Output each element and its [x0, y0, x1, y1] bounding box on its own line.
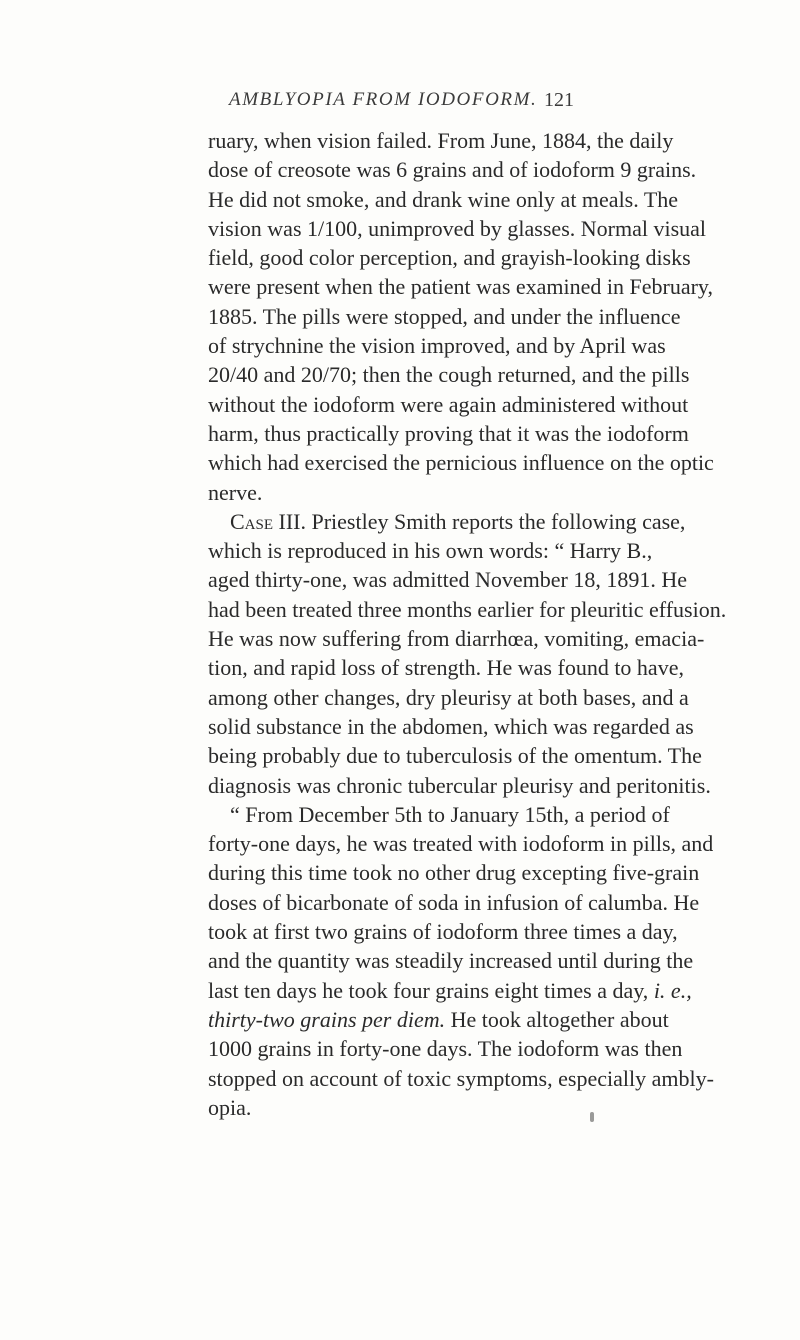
- page-number: 121: [544, 89, 574, 111]
- text-line: [208, 1005, 669, 1034]
- page-header: [0, 89, 800, 119]
- running-head: AMBLYOPIA FROM IODOFORM.: [229, 89, 538, 110]
- text-fragment: III. Priestley Smith reports the following case,: [273, 508, 686, 534]
- text-line: among other changes, dry pleurisy at both bases, and a: [208, 684, 689, 710]
- text-line: opia.: [208, 1094, 252, 1120]
- text-line: He was now suffering from diarrhœa, vomiting, emacia-: [208, 626, 705, 652]
- text-line: harm, thus practically proving that it was the iodoform: [208, 420, 689, 446]
- text-line: which is reproduced in his own words: “ Harry B.,: [208, 538, 653, 564]
- text-line: 1885. The pills were stopped, and under the influence: [208, 303, 681, 329]
- text-line: without the iodoform were again administered without: [208, 391, 689, 417]
- text-line: 1000 grains in forty-one days. The iodoform was then: [208, 1036, 683, 1062]
- text-line: He did not smoke, and drank wine only at meals. The: [208, 186, 679, 212]
- body-text: [208, 126, 727, 1122]
- text-line: doses of bicarbonate of soda in infusion of calumba. He: [208, 889, 700, 915]
- text-line: forty-one days, he was treated with iodoform in pills, and: [208, 831, 714, 857]
- case-heading-line: [208, 507, 686, 536]
- scan-speck: [590, 1112, 594, 1122]
- text-fragment: last ten days he took four grains eight times a day,: [208, 977, 654, 1003]
- text-line: ruary, when vision failed. From June, 1884, the daily: [208, 128, 674, 153]
- text-line: took at first two grains of iodoform three times a day,: [208, 919, 678, 945]
- text-line: vision was 1/100, unimproved by glasses. Normal visual: [208, 215, 707, 241]
- italic-abbreviation: i. e.,: [653, 977, 692, 1003]
- italic-phrase: thirty-two grains per diem.: [208, 1006, 446, 1032]
- text-line: during this time took no other drug excepting five-grain: [208, 860, 700, 886]
- text-line: field, good color perception, and grayish-looking disks: [208, 245, 691, 271]
- text-line: solid substance in the abdomen, which was regarded as: [208, 713, 694, 739]
- text-line: and the quantity was steadily increased until during the: [208, 948, 694, 974]
- text-line: nerve.: [208, 479, 263, 505]
- case-label: Case: [230, 508, 274, 534]
- text-line: aged thirty-one, was admitted November 18, 1891. He: [208, 567, 687, 593]
- text-line: which had exercised the pernicious influence on the optic: [208, 450, 714, 476]
- text-line: dose of creosote was 6 grains and of iodoform 9 grains.: [208, 157, 697, 183]
- text-line: of strychnine the vision improved, and by April was: [208, 333, 666, 359]
- text-line: diagnosis was chronic tubercular pleurisy and peritonitis.: [208, 772, 711, 798]
- text-fragment: He took altogether about: [445, 1006, 669, 1032]
- text-line: being probably due to tuberculosis of the omentum. The: [208, 743, 702, 769]
- text-line: [208, 976, 692, 1005]
- text-line: tion, and rapid loss of strength. He was found to have,: [208, 655, 684, 681]
- text-line: had been treated three months earlier for pleuritic effusion.: [208, 596, 727, 622]
- text-line: were present when the patient was examined in February,: [208, 274, 714, 300]
- text-line: 20/40 and 20/70; then the cough returned, and the pills: [208, 362, 690, 388]
- text-line: stopped on account of toxic symptoms, especially ambly-: [208, 1065, 714, 1091]
- text-line: “ From December 5th to January 15th, a period of: [230, 801, 670, 827]
